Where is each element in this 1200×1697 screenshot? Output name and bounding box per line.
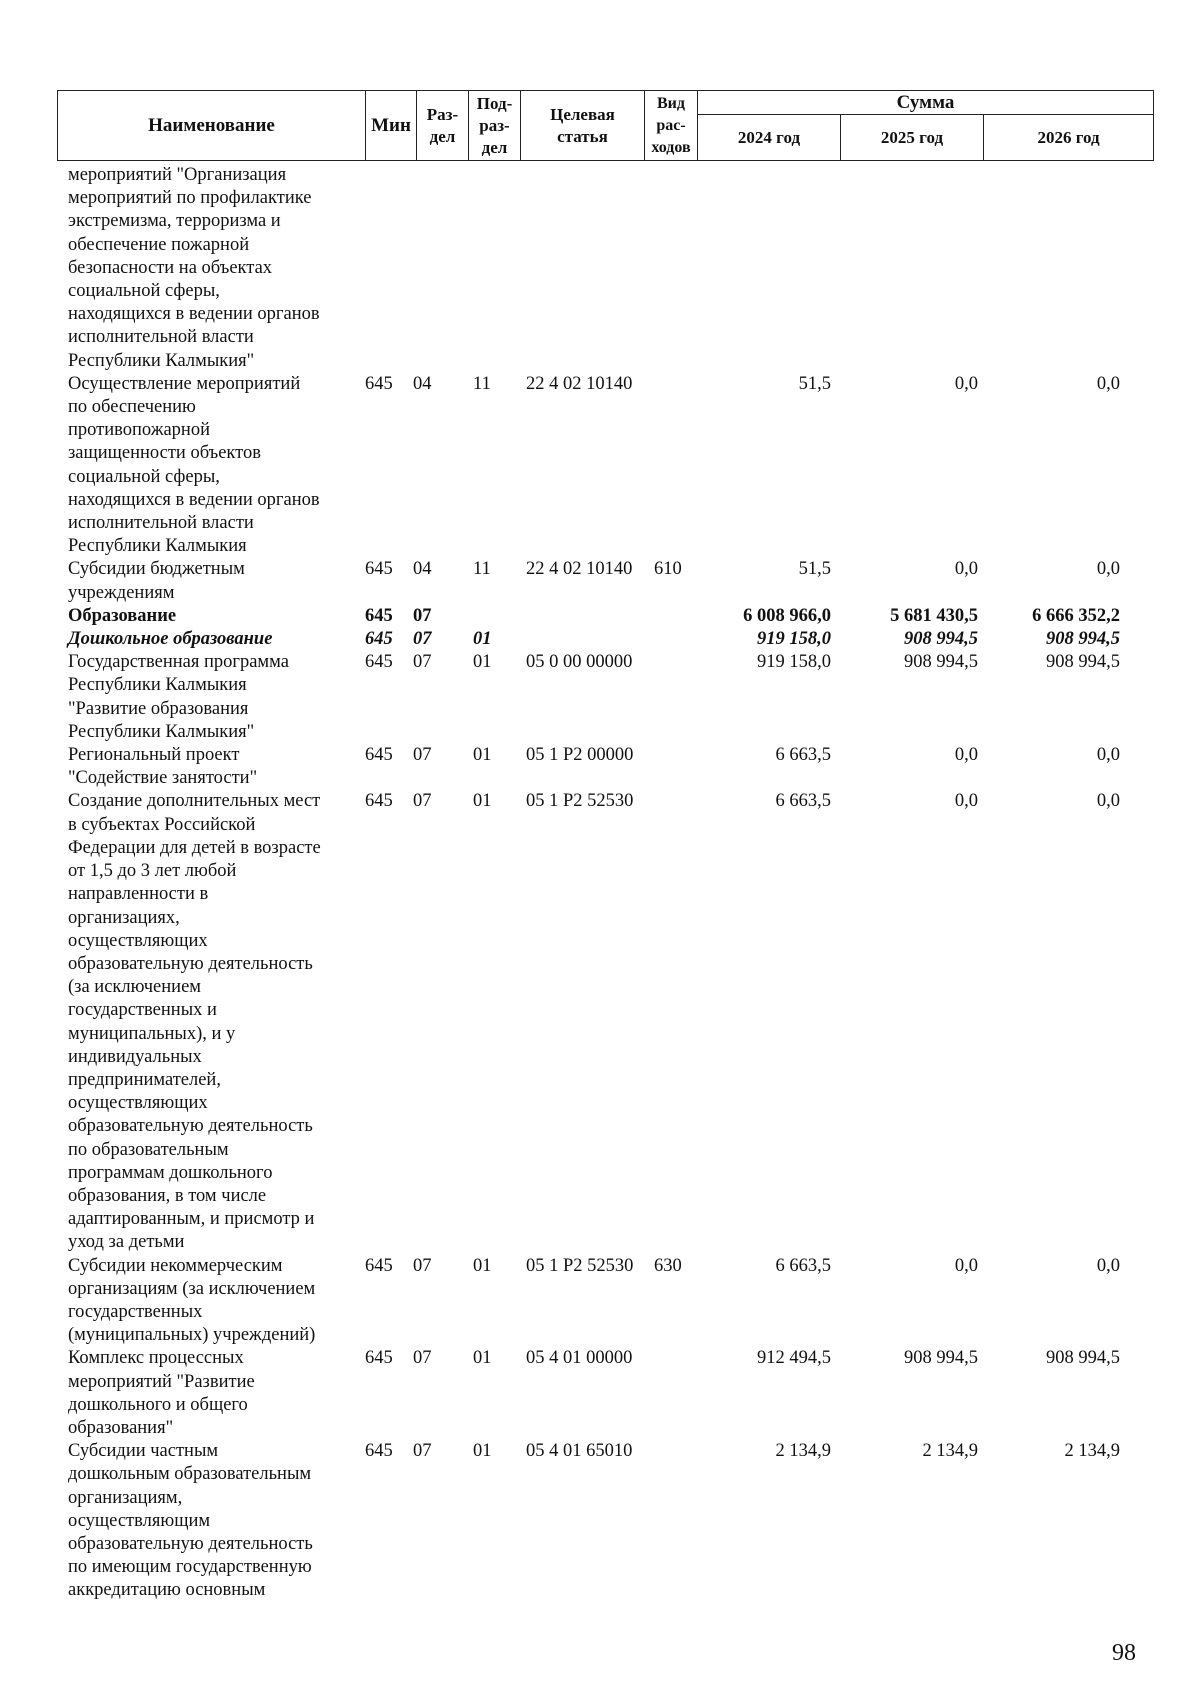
amount-2026: 0,0 (1096, 559, 1120, 580)
code-podrazdel: 11 (473, 559, 491, 580)
row-name-line: находящихся в ведении органов (68, 304, 320, 325)
code-vid: 630 (654, 1255, 682, 1276)
header-vid-line2: рас- (656, 116, 686, 134)
row-name-line: Создание дополнительных мест (68, 791, 321, 812)
row-name (57, 605, 365, 628)
page-number: 98 (1112, 1640, 1136, 1666)
row-name-line: Осуществление мероприятий (68, 373, 301, 394)
code-podrazdel: 01 (473, 1348, 492, 1369)
row-name-line: (за исключением (68, 977, 201, 998)
table-header (57, 90, 1154, 161)
row-name-line: осуществляющих (68, 930, 208, 951)
row-name-line: в субъектах Российской (68, 814, 256, 835)
row-name-line: организациях, (68, 907, 180, 928)
amount-2025: 908 994,5 (904, 652, 978, 673)
header-razdel-line2: дел (429, 126, 456, 146)
row-name-line: Республики Калмыкия" (68, 721, 255, 742)
row-name-line: Субсидии некоммерческим (68, 1255, 283, 1276)
amount-2025: 908 994,5 (904, 629, 978, 650)
header-year-2024: 2024 год (698, 115, 841, 161)
header-celevaya-line1: Целевая (550, 104, 615, 124)
table-row (57, 1255, 1153, 1348)
row-name-line: организациям, (68, 1487, 183, 1508)
code-podrazdel: 01 (473, 791, 492, 812)
amount-2024: 6 663,5 (775, 791, 831, 812)
table-row (57, 164, 1153, 373)
header-vid-line1: Вид (657, 94, 685, 112)
row-name-line: по обеспечению (68, 397, 196, 418)
code-min: 645 (365, 1348, 393, 1369)
row-name-line: Субсидии частным (68, 1441, 219, 1462)
amount-2024: 51,5 (798, 559, 831, 580)
row-name-line: аккредитацию основным (68, 1580, 266, 1601)
amount-2024: 919 158,0 (757, 652, 831, 673)
row-name (57, 1255, 365, 1348)
row-name-line: исполнительной власти (68, 513, 254, 534)
code-razdel: 07 (413, 629, 432, 650)
row-name-line: исполнительной власти (68, 327, 254, 348)
code-min: 645 (365, 629, 393, 650)
amount-2026: 0,0 (1096, 1255, 1120, 1276)
row-name-line: безопасности на объектах (68, 257, 273, 278)
row-name (57, 790, 365, 1254)
row-name-line: дошкольным образовательным (68, 1464, 312, 1485)
row-name-line: индивидуальных (68, 1046, 202, 1067)
table-row (57, 558, 1153, 604)
table-row (57, 605, 1153, 628)
amount-2026: 6 666 352,2 (1032, 605, 1120, 626)
table-row (57, 373, 1153, 559)
code-podrazdel: 01 (473, 745, 492, 766)
amount-2026: 908 994,5 (1046, 1348, 1120, 1369)
row-name-line: Государственная программа (68, 652, 289, 673)
row-name-line: Комплекс процессных (68, 1348, 244, 1369)
table-row (57, 651, 1153, 744)
code-celevaya: 22 4 02 10140 (526, 373, 633, 394)
code-razdel: 07 (413, 1348, 432, 1369)
table-row (57, 1440, 1153, 1602)
code-min: 645 (365, 652, 393, 673)
code-razdel: 07 (413, 745, 432, 766)
row-name-line: находящихся в ведении органов (68, 489, 320, 510)
row-name-line: направленности в (68, 884, 209, 905)
row-name-line: "Содействие занятости" (68, 768, 258, 789)
code-min: 645 (365, 1255, 393, 1276)
row-name-line: государственных и (68, 1000, 217, 1021)
row-name-line: (муниципальных) учреждений) (68, 1325, 316, 1346)
code-razdel: 07 (413, 652, 432, 673)
header-podrazdel-line1: Под- (476, 93, 513, 113)
header-year-2026: 2026 год (984, 115, 1154, 161)
amount-2024: 6 663,5 (775, 1255, 831, 1276)
row-name (57, 373, 365, 559)
row-name-line: предпринимателей, (68, 1069, 221, 1090)
row-name-line: социальной сферы, (68, 466, 220, 487)
row-name (57, 1347, 365, 1440)
row-name-line: осуществляющих (68, 1093, 208, 1114)
row-name-line: Дошкольное образование (68, 629, 273, 650)
row-name-line: Республики Калмыкия (68, 675, 247, 696)
amount-2024: 919 158,0 (757, 629, 831, 650)
row-name-line: от 1,5 до 3 лет любой (68, 861, 237, 882)
row-name-line: учреждениям (68, 582, 175, 603)
header-name: Наименование (58, 91, 366, 161)
row-name-line: мероприятий по профилактике (68, 188, 312, 209)
row-name-line: образовательную деятельность (68, 1116, 313, 1137)
row-name (57, 628, 365, 651)
code-min: 645 (365, 559, 393, 580)
code-min: 645 (365, 745, 393, 766)
amount-2025: 0,0 (954, 1255, 978, 1276)
amount-2026: 0,0 (1096, 791, 1120, 812)
amount-2026: 908 994,5 (1046, 629, 1120, 650)
amount-2026: 2 134,9 (1064, 1441, 1120, 1462)
row-name-line: дошкольного и общего (68, 1394, 248, 1415)
code-min: 645 (365, 791, 393, 812)
row-name-line: экстремизма, терроризма и (68, 211, 281, 232)
code-razdel: 04 (413, 373, 432, 394)
amount-2025: 908 994,5 (904, 1348, 978, 1369)
header-year-2025: 2025 год (841, 115, 984, 161)
table-row (57, 628, 1153, 651)
row-name-line: организациям (за исключением (68, 1278, 316, 1299)
code-celevaya: 05 1 Р2 52530 (526, 791, 634, 812)
row-name-line: по имеющим государственную (68, 1557, 312, 1578)
row-name (57, 651, 365, 744)
header-celevaya (521, 91, 645, 161)
header-podrazdel-line3: дел (481, 137, 508, 157)
row-name-line: муниципальных), и у (68, 1023, 236, 1044)
code-razdel: 07 (413, 1441, 432, 1462)
row-name-line: защищенности объектов (68, 443, 262, 464)
code-min: 645 (365, 1441, 393, 1462)
code-vid: 610 (654, 559, 682, 580)
code-razdel: 04 (413, 559, 432, 580)
code-min: 645 (365, 373, 393, 394)
code-celevaya: 05 4 01 65010 (526, 1441, 633, 1462)
row-name-line: Республики Калмыкия (68, 536, 247, 557)
amount-2024: 6 663,5 (775, 745, 831, 766)
row-name-line: уход за детьми (68, 1232, 185, 1253)
amount-2025: 0,0 (954, 559, 978, 580)
code-celevaya: 05 0 00 00000 (526, 652, 633, 673)
header-podrazdel-line2: раз- (479, 115, 510, 135)
code-celevaya: 05 4 01 00000 (526, 1348, 633, 1369)
amount-2025: 2 134,9 (922, 1441, 978, 1462)
amount-2026: 0,0 (1096, 373, 1120, 394)
row-name-line: по образовательным (68, 1139, 229, 1160)
header-razdel-line1: Раз- (426, 104, 459, 124)
code-celevaya: 05 1 Р2 00000 (526, 745, 634, 766)
row-name-line: образования" (68, 1417, 174, 1438)
row-name-line: Республики Калмыкия" (68, 350, 255, 371)
header-celevaya-line2: статья (557, 126, 608, 146)
code-celevaya: 05 1 Р2 52530 (526, 1255, 634, 1276)
row-name-line: программам дошкольного (68, 1162, 273, 1183)
amount-2025: 0,0 (954, 791, 978, 812)
code-podrazdel: 01 (473, 652, 492, 673)
amount-2025: 0,0 (954, 373, 978, 394)
header-vid-line3: ходов (651, 138, 691, 156)
amount-2025: 0,0 (954, 745, 978, 766)
code-podrazdel: 01 (473, 1441, 492, 1462)
row-name-line: Региональный проект (68, 745, 240, 766)
amount-2025: 5 681 430,5 (890, 605, 978, 626)
code-razdel: 07 (413, 605, 432, 626)
amount-2024: 912 494,5 (757, 1348, 831, 1369)
code-podrazdel: 01 (473, 629, 492, 650)
header-podrazdel (469, 91, 521, 161)
row-name (57, 558, 365, 604)
row-name-line: адаптированным, и присмотр и (68, 1209, 315, 1230)
amount-2026: 0,0 (1096, 745, 1120, 766)
row-name-line: мероприятий "Развитие (68, 1371, 255, 1392)
amount-2024: 2 134,9 (775, 1441, 831, 1462)
row-name-line: социальной сферы, (68, 281, 220, 302)
header-min: Мин (366, 91, 417, 161)
row-name-line: мероприятий "Организация (68, 165, 287, 185)
amount-2024: 6 008 966,0 (743, 605, 831, 626)
code-podrazdel: 11 (473, 373, 491, 394)
table-body (57, 164, 1153, 1603)
code-podrazdel: 01 (473, 1255, 492, 1276)
table-row (57, 790, 1153, 1254)
table-row (57, 744, 1153, 790)
row-name-line: противопожарной (68, 420, 210, 441)
header-vid (645, 91, 698, 161)
row-name-line: "Развитие образования (68, 698, 249, 719)
header-razdel (417, 91, 469, 161)
row-name-line: Образование (68, 605, 177, 626)
row-name (57, 744, 365, 790)
code-razdel: 07 (413, 791, 432, 812)
code-min: 645 (365, 605, 393, 626)
row-name (57, 164, 365, 373)
row-name-line: образовательную деятельность (68, 1533, 313, 1554)
amount-2024: 51,5 (798, 373, 831, 394)
row-name-line: Субсидии бюджетным (68, 559, 245, 580)
row-name-line: Федерации для детей в возрасте (68, 837, 321, 858)
header-summa: Сумма (698, 91, 1154, 115)
row-name-line: обеспечение пожарной (68, 234, 250, 255)
row-name-line: образования, в том числе (68, 1185, 267, 1206)
amount-2026: 908 994,5 (1046, 652, 1120, 673)
row-name (57, 1440, 365, 1602)
row-name-line: образовательную деятельность (68, 953, 313, 974)
code-razdel: 07 (413, 1255, 432, 1276)
code-celevaya: 22 4 02 10140 (526, 559, 633, 580)
table-row (57, 1347, 1153, 1440)
row-name-line: осуществляющим (68, 1510, 211, 1531)
row-name-line: государственных (68, 1301, 203, 1322)
